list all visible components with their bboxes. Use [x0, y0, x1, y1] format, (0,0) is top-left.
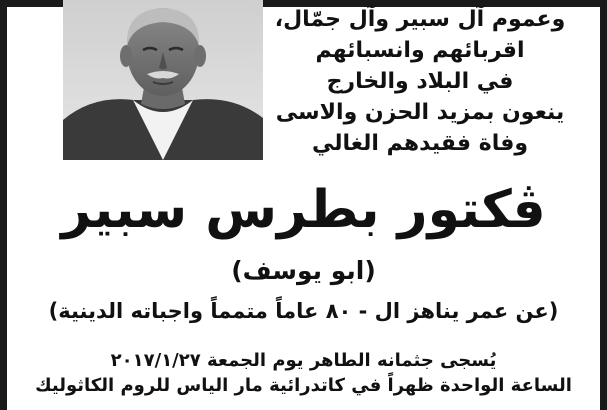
portrait-photo — [63, 0, 263, 160]
intro-line: ينعون بمزيد الحزن والاسى — [275, 100, 565, 125]
funeral-details — [0, 348, 607, 398]
deceased-name: ڤكتور بطرس سبير — [61, 180, 546, 240]
deceased-kunya: (ابو يوسف) — [231, 256, 376, 285]
age-statement: (عن عمر يناهز ال - ٨٠ عاماً متمماً واجباته الدينية) — [48, 299, 559, 323]
intro-line: وعموم آل سبير وآل جمّال، — [274, 7, 566, 32]
announcement-intro — [255, 4, 585, 159]
intro-line: في البلاد والخارج — [326, 69, 514, 94]
intro-line: وفاة فقيدهم الغالي — [311, 131, 529, 156]
intro-line: اقربائهم وانسبائهم — [315, 38, 525, 63]
portrait-photo-illustration — [63, 0, 263, 160]
funeral-line: الساعة الواحدة ظهراً في كاتدرائية مار الياس للروم الكاثوليك — [35, 375, 572, 396]
funeral-line: يُسجى جثمانه الطاهر يوم الجمعة ٢٠١٧/١/٢٧ — [110, 350, 497, 371]
